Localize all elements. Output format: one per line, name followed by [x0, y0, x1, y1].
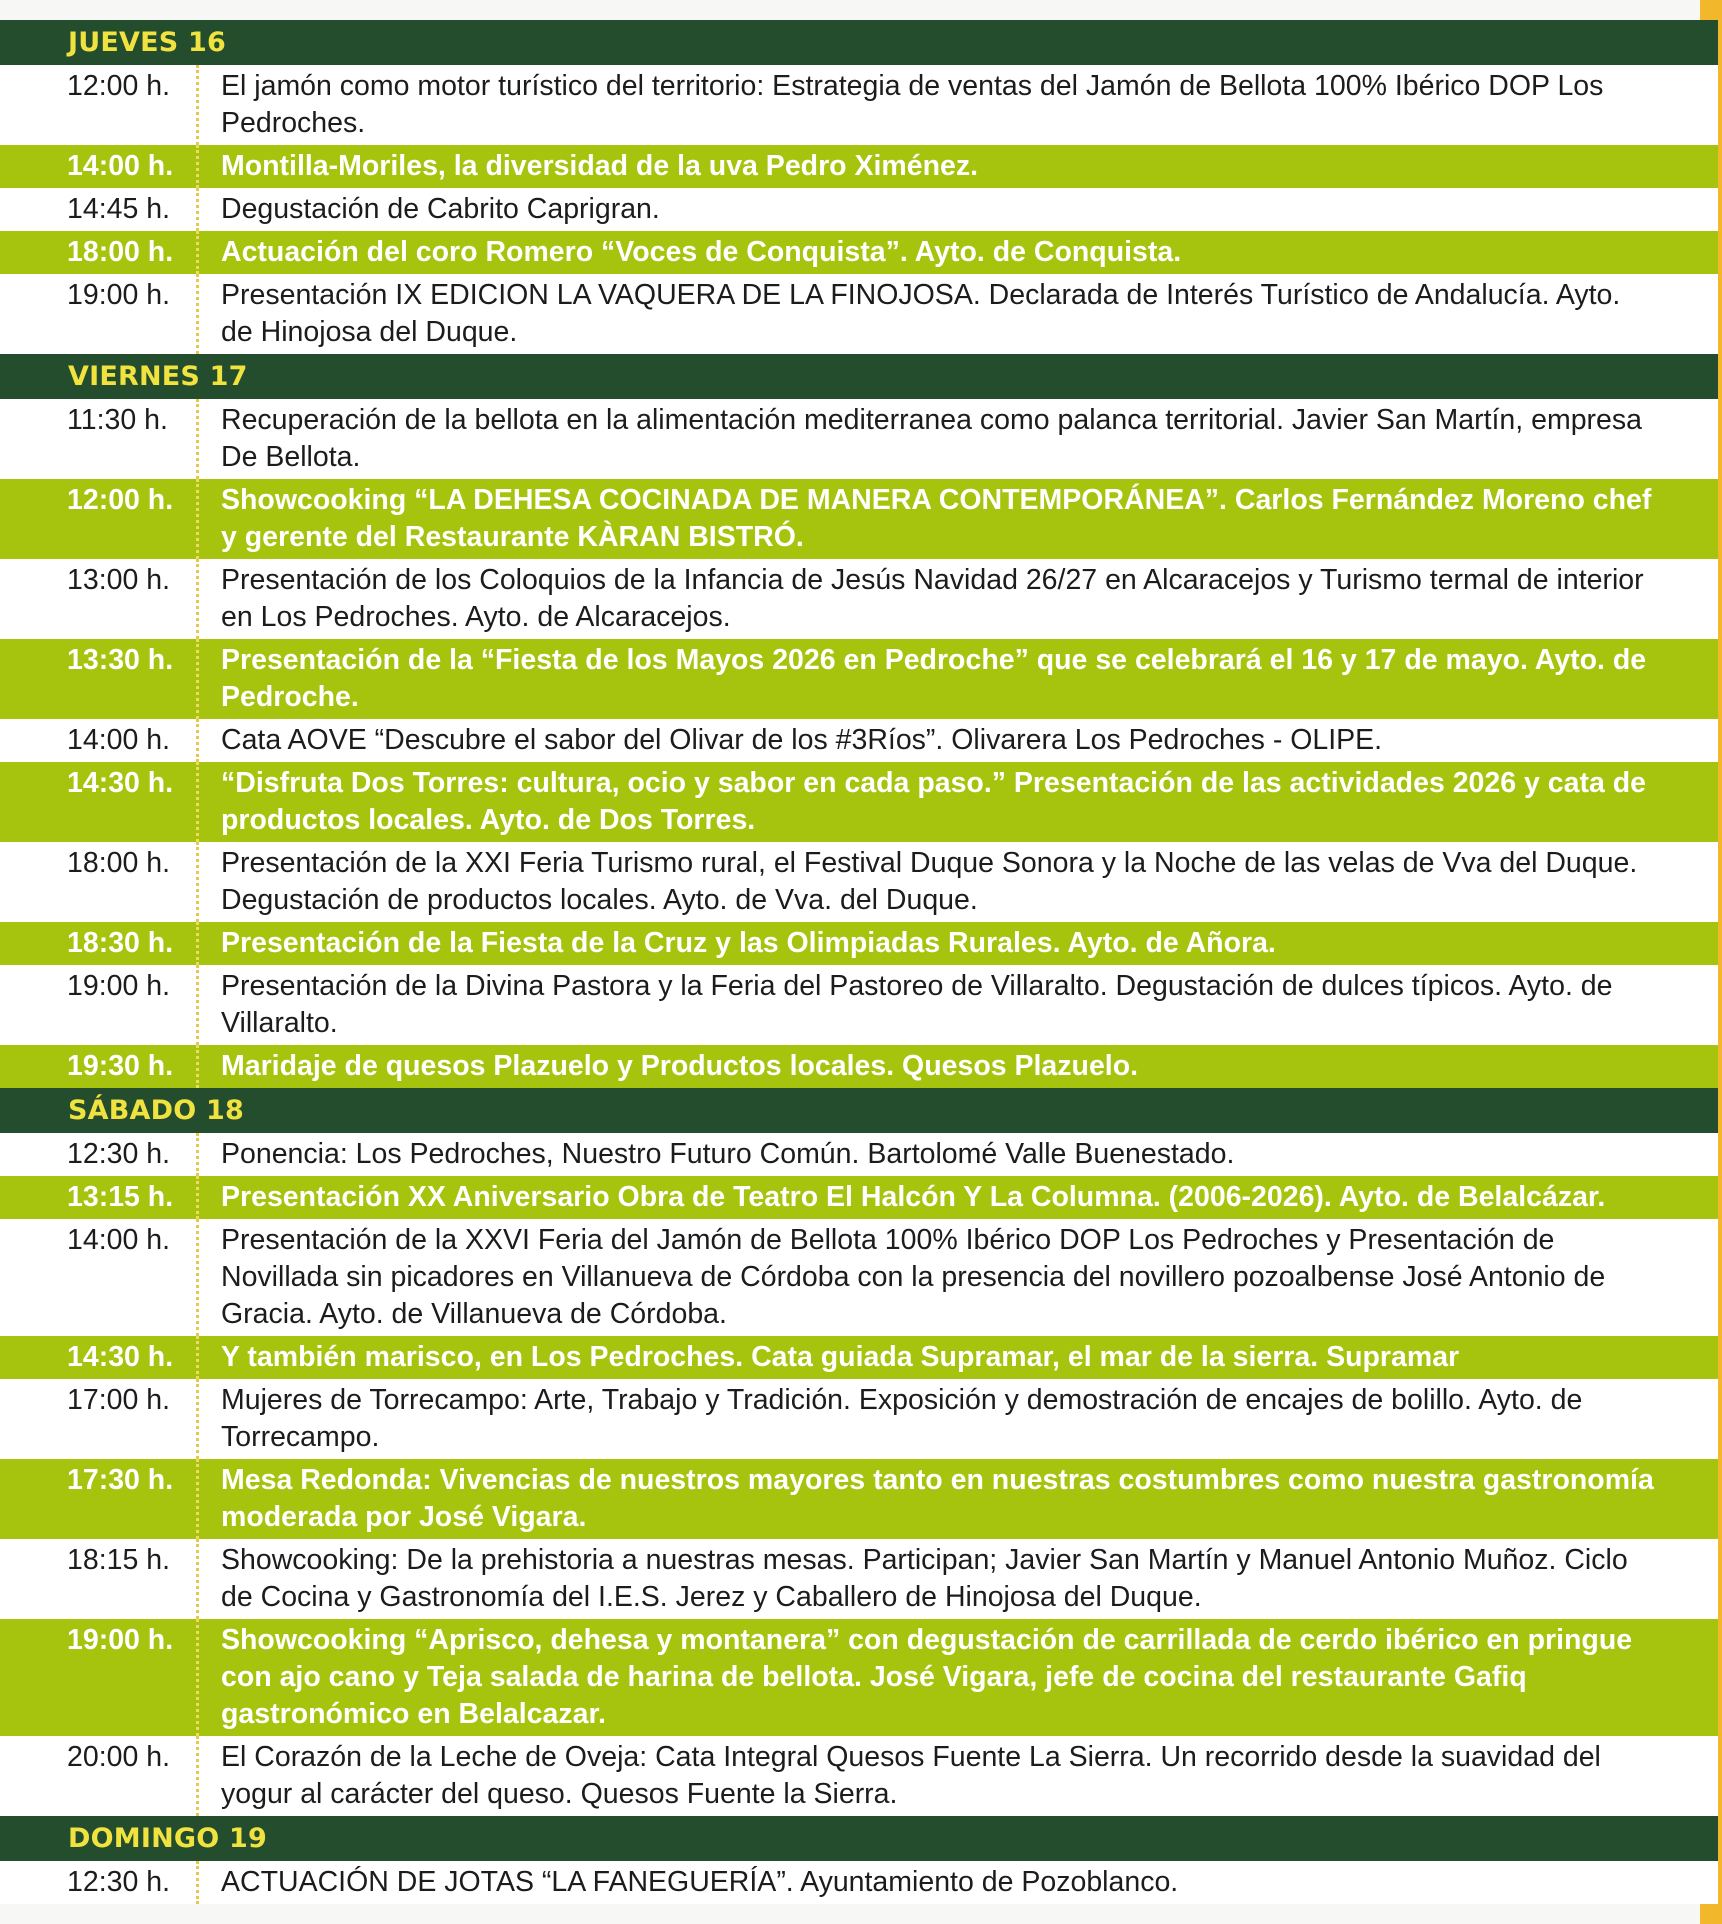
event-description: Showcooking “LA DEHESA COCINADA DE MANERA CONTEMPORÁNEA”. Carlos Fernández Moreno chef y gerente del Restaurante KÀRAN BISTRÓ.: [196, 479, 1718, 559]
event-description: Presentación de la Divina Pastora y la Feria del Pastoreo de Villaralto. Degustación de dulces típicos. Ayto. de Villaralto.: [196, 965, 1718, 1045]
event-description: ACTUACIÓN DE JOTAS “LA FANEGUERÍA”. Ayuntamiento de Pozoblanco.: [196, 1861, 1718, 1904]
event-time: 18:00 h.: [67, 236, 174, 268]
event-description: Presentación de la “Fiesta de los Mayos 2026 en Pedroche” que se celebrará el 16 y 17 de mayo. Ayto. de Pedroche.: [196, 639, 1718, 719]
event-row: [0, 399, 1718, 479]
event-time: 19:00 h.: [67, 1624, 174, 1656]
event-row-highlighted: [0, 231, 1718, 274]
event-row-highlighted: [0, 1336, 1718, 1379]
event-description: Y también marisco, en Los Pedroches. Cata guiada Supramar, el mar de la sierra. Supramar: [196, 1336, 1718, 1379]
event-row-highlighted: [0, 1619, 1718, 1736]
event-row-highlighted: [0, 1176, 1718, 1219]
event-description: Showcooking “Aprisco, dehesa y montanera” con degustación de carrillada de cerdo ibérico en pringue con ajo cano y Teja salada de harina de bellota. José Vigara, jefe de cocina del restaurante Gafiq gastronómico en Belalcazar.: [196, 1619, 1718, 1736]
event-description: Presentación de los Coloquios de la Infancia de Jesús Navidad 26/27 en Alcaracejos y Turismo termal de interior en Los Pedroches. Ayto. de Alcaracejos.: [196, 559, 1718, 639]
event-time: 19:30 h.: [67, 1050, 174, 1082]
event-time: 20:00 h.: [67, 1741, 171, 1773]
event-description: Cata AOVE “Descubre el sabor del Olivar de los #3Ríos”. Olivarera Los Pedroches - OLIPE.: [196, 719, 1718, 762]
event-row-highlighted: [0, 922, 1718, 965]
event-row: [0, 1133, 1718, 1176]
event-time: 12:30 h.: [67, 1866, 171, 1898]
event-time: 14:00 h.: [67, 150, 174, 182]
event-description: Maridaje de quesos Plazuelo y Productos locales. Quesos Plazuelo.: [196, 1045, 1718, 1088]
event-row: [0, 188, 1718, 231]
event-row: [0, 1861, 1718, 1904]
event-time: 14:30 h.: [67, 767, 174, 799]
event-row: [0, 1539, 1718, 1619]
event-description: Presentación de la XXI Feria Turismo rural, el Festival Duque Sonora y la Noche de las velas de Vva del Duque. Degustación de productos locales. Ayto. de Vva. del Duque.: [196, 842, 1718, 922]
event-description: Presentación XX Aniversario Obra de Teatro El Halcón Y La Columna. (2006-2026). Ayto. de Belalcázar.: [196, 1176, 1718, 1219]
event-row: [0, 965, 1718, 1045]
event-description: El Corazón de la Leche de Oveja: Cata Integral Quesos Fuente La Sierra. Un recorrido desde la suavidad del yogur al carácter del queso. Quesos Fuente la Sierra.: [196, 1736, 1718, 1816]
event-description: Degustación de Cabrito Caprigran.: [196, 188, 1718, 231]
event-row-highlighted: [0, 639, 1718, 719]
event-time: 13:15 h.: [67, 1181, 174, 1213]
event-row-highlighted: [0, 762, 1718, 842]
event-time: 19:00 h.: [67, 279, 171, 311]
event-time: 18:15 h.: [67, 1544, 171, 1576]
day-header: DOMINGO 19: [0, 1816, 1718, 1861]
event-row: [0, 1219, 1718, 1336]
event-row: [0, 559, 1718, 639]
event-row-highlighted: [0, 145, 1718, 188]
event-row: [0, 719, 1718, 762]
event-description: Presentación IX EDICION LA VAQUERA DE LA FINOJOSA. Declarada de Interés Turístico de Andalucía. Ayto. de Hinojosa del Duque.: [196, 274, 1718, 354]
event-time: 11:30 h.: [67, 404, 168, 436]
day-header: JUEVES 16: [0, 20, 1718, 65]
event-row: [0, 842, 1718, 922]
event-time: 19:00 h.: [67, 970, 171, 1002]
event-schedule: [0, 20, 1718, 1904]
event-description: Showcooking: De la prehistoria a nuestras mesas. Participan; Javier San Martín y Manuel Antonio Muñoz. Ciclo de Cocina y Gastronomía del I.E.S. Jerez y Caballero de Hinojosa del Duque.: [196, 1539, 1718, 1619]
event-row: [0, 65, 1718, 145]
event-description: Recuperación de la bellota en la alimentación mediterranea como palanca territorial. Javier San Martín, empresa De Bellota.: [196, 399, 1718, 479]
event-time: 14:45 h.: [67, 193, 171, 225]
day-header: SÁBADO 18: [0, 1088, 1718, 1133]
event-time: 18:30 h.: [67, 927, 174, 959]
event-time: 12:00 h.: [67, 484, 174, 516]
event-time: 17:30 h.: [67, 1464, 174, 1496]
event-time: 14:30 h.: [67, 1341, 174, 1373]
event-row-highlighted: [0, 479, 1718, 559]
event-time: 13:00 h.: [67, 564, 171, 596]
event-time: 14:00 h.: [67, 724, 171, 756]
event-row-highlighted: [0, 1459, 1718, 1539]
event-row-highlighted: [0, 1045, 1718, 1088]
event-description: El jamón como motor turístico del territorio: Estrategia de ventas del Jamón de Bellota 100% Ibérico DOP Los Pedroches.: [196, 65, 1718, 145]
event-time: 12:30 h.: [67, 1138, 171, 1170]
event-description: Mujeres de Torrecampo: Arte, Trabajo y Tradición. Exposición y demostración de encajes de bolillo. Ayto. de Torrecampo.: [196, 1379, 1718, 1459]
event-time: 14:00 h.: [67, 1224, 171, 1256]
event-time: 12:00 h.: [67, 70, 171, 102]
event-description: “Disfruta Dos Torres: cultura, ocio y sabor en cada paso.” Presentación de las actividades 2026 y cata de productos locales. Ayto. de Dos Torres.: [196, 762, 1718, 842]
event-row: [0, 274, 1718, 354]
event-row: [0, 1379, 1718, 1459]
event-description: Presentación de la XXVI Feria del Jamón de Bellota 100% Ibérico DOP Los Pedroches y Presentación de Novillada sin picadores en Villanueva de Córdoba con la presencia del novillero pozoalbense José Antonio de Gracia. Ayto. de Villanueva de Córdoba.: [196, 1219, 1718, 1336]
event-description: Presentación de la Fiesta de la Cruz y las Olimpiadas Rurales. Ayto. de Añora.: [196, 922, 1718, 965]
event-time: 18:00 h.: [67, 847, 171, 879]
event-description: Montilla-Moriles, la diversidad de la uva Pedro Ximénez.: [196, 145, 1718, 188]
event-description: Mesa Redonda: Vivencias de nuestros mayores tanto en nuestras costumbres como nuestra gastronomía moderada por José Vigara.: [196, 1459, 1718, 1539]
event-row: [0, 1736, 1718, 1816]
day-header: VIERNES 17: [0, 354, 1718, 399]
event-description: Ponencia: Los Pedroches, Nuestro Futuro Común. Bartolomé Valle Buenestado.: [196, 1133, 1718, 1176]
event-description: Actuación del coro Romero “Voces de Conquista”. Ayto. de Conquista.: [196, 231, 1718, 274]
event-time: 13:30 h.: [67, 644, 174, 676]
event-time: 17:00 h.: [67, 1384, 171, 1416]
